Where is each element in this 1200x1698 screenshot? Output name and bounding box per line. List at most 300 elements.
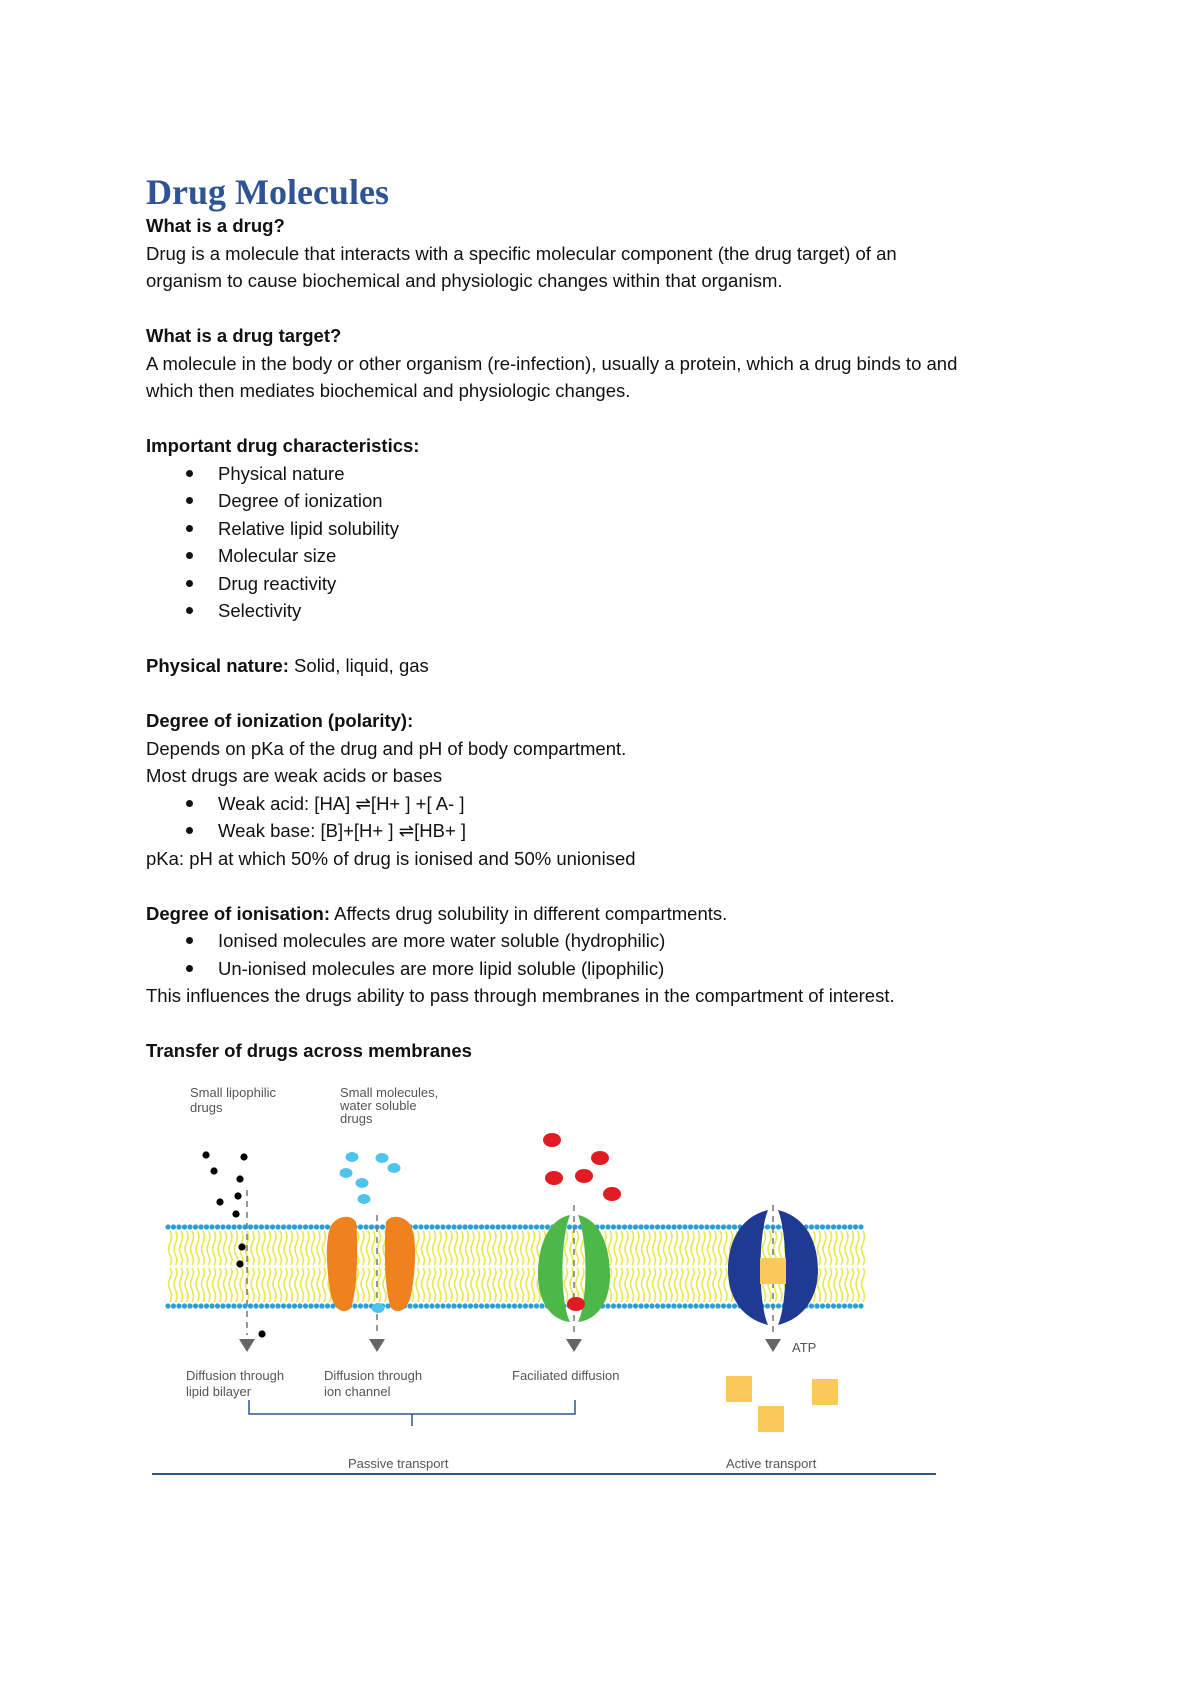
lipid-tail — [169, 1231, 172, 1265]
lipid-head — [363, 1303, 368, 1308]
lipid-tail — [317, 1231, 320, 1265]
lipid-head — [809, 1224, 814, 1229]
lipid-tail — [224, 1231, 227, 1265]
lipid-tail — [301, 1231, 304, 1265]
lipid-head — [655, 1224, 660, 1229]
lipid-head — [715, 1303, 720, 1308]
lipid-head — [732, 1224, 737, 1229]
lipid-head — [726, 1303, 731, 1308]
lipid-tail — [862, 1268, 865, 1302]
lipid-tail — [367, 1268, 370, 1302]
lipid-head — [473, 1303, 478, 1308]
lipid-tail — [427, 1231, 430, 1265]
lipid-tail — [191, 1231, 194, 1265]
lipid-head — [710, 1224, 715, 1229]
water-soluble-drug-molecule — [358, 1194, 371, 1204]
lipophilic-drug-molecule — [240, 1153, 247, 1160]
lipophilic-drug-molecule — [232, 1210, 239, 1217]
lipid-head — [820, 1303, 825, 1308]
lipid-head — [506, 1224, 511, 1229]
ionisation-label: Degree of ionisation: — [146, 902, 330, 924]
lipid-tail — [460, 1231, 463, 1265]
lipid-head — [220, 1303, 225, 1308]
facilitated-drug-molecule — [575, 1169, 593, 1183]
lipid-head — [611, 1224, 616, 1229]
lipid-head — [814, 1224, 819, 1229]
lipid-head — [825, 1303, 830, 1308]
lipid-head — [286, 1224, 291, 1229]
lipid-tail — [829, 1268, 832, 1302]
lipid-head — [534, 1224, 539, 1229]
list-item: Un-ionised molecules are more lipid soluble (lipophilic) — [218, 955, 1076, 983]
lipid-head — [484, 1224, 489, 1229]
lipid-tail — [317, 1268, 320, 1302]
characteristics-heading: Important drug characteristics: — [146, 435, 420, 456]
lipid-head — [440, 1224, 445, 1229]
facilitated-drug-molecule — [591, 1151, 609, 1165]
lipid-tail — [207, 1231, 210, 1265]
lipid-head — [699, 1224, 704, 1229]
lipid-head — [187, 1224, 192, 1229]
lipid-head — [226, 1224, 231, 1229]
lipid-head — [534, 1303, 539, 1308]
lipid-tail — [851, 1268, 854, 1302]
lipid-tail — [504, 1268, 507, 1302]
lipid-head — [292, 1303, 297, 1308]
lipid-tail — [477, 1268, 480, 1302]
lipophilic-drug-molecule — [236, 1260, 243, 1267]
lipid-tail — [367, 1231, 370, 1265]
lipid-tail — [235, 1231, 238, 1265]
lipid-tail — [697, 1268, 700, 1302]
ionisation-list — [146, 927, 1076, 982]
lipid-head — [655, 1303, 660, 1308]
lipid-tail — [653, 1268, 656, 1302]
lipid-head — [853, 1224, 858, 1229]
lipid-head — [369, 1224, 374, 1229]
lipid-head — [825, 1224, 830, 1229]
lipid-tail — [295, 1268, 298, 1302]
lipid-head — [165, 1303, 170, 1308]
lipid-head — [820, 1224, 825, 1229]
lipid-tail — [477, 1231, 480, 1265]
lipid-head — [429, 1224, 434, 1229]
lipid-head — [649, 1224, 654, 1229]
label-small-lipophilic-2: drugs — [190, 1100, 223, 1115]
label-diffusion-lipid-1: Diffusion through — [186, 1368, 285, 1383]
lipophilic-drug-molecule — [202, 1151, 209, 1158]
lipid-tail — [686, 1268, 689, 1302]
lipid-tail — [449, 1231, 452, 1265]
water-soluble-drug-molecule — [356, 1178, 369, 1188]
lipid-tail — [268, 1231, 271, 1265]
lipid-tail — [455, 1231, 458, 1265]
lipid-head — [814, 1303, 819, 1308]
lipid-tail — [438, 1268, 441, 1302]
drug-definition-line-1: Drug is a molecule that interacts with a specific molecular component (the drug target) of an — [146, 242, 897, 264]
lipid-head — [517, 1224, 522, 1229]
lipid-tail — [526, 1268, 529, 1302]
lipid-head — [616, 1224, 621, 1229]
lipid-tail — [719, 1231, 722, 1265]
list-item: Weak acid: [HA] ⇌[H+ ] +[ A- ] — [218, 790, 1076, 818]
lipid-tail — [433, 1231, 436, 1265]
lipid-head — [473, 1224, 478, 1229]
lipophilic-drug-molecule — [210, 1167, 217, 1174]
lipid-head — [358, 1303, 363, 1308]
lipid-tail — [460, 1268, 463, 1302]
lipid-tail — [169, 1268, 172, 1302]
transfer-heading: Transfer of drugs across membranes — [146, 1040, 472, 1061]
lipid-tail — [675, 1268, 678, 1302]
lipid-head — [495, 1303, 500, 1308]
lipid-tail — [510, 1231, 513, 1265]
lipid-tail — [834, 1231, 837, 1265]
lipid-head — [671, 1303, 676, 1308]
lipid-tail — [466, 1231, 469, 1265]
lipid-tail — [708, 1268, 711, 1302]
ionisation-text: Affects drug solubility in different compartments. — [330, 902, 728, 924]
lipid-tail — [180, 1231, 183, 1265]
lipid-head — [198, 1224, 203, 1229]
label-small-lipophilic-1: Small lipophilic — [190, 1085, 276, 1100]
lipid-tail — [378, 1268, 381, 1302]
lipid-tail — [504, 1231, 507, 1265]
lipid-tail — [471, 1231, 474, 1265]
lipid-tail — [273, 1231, 276, 1265]
lipid-head — [215, 1303, 220, 1308]
lipid-head — [479, 1224, 484, 1229]
lipid-tail — [422, 1231, 425, 1265]
drug-target-line-2: which then mediates biochemical and physiologic changes. — [146, 380, 631, 401]
paragraph-gap — [146, 625, 1076, 653]
label-active-transport: Active transport — [726, 1456, 817, 1471]
lipid-head — [275, 1224, 280, 1229]
lipid-tail — [818, 1231, 821, 1265]
lipid-tail — [449, 1268, 452, 1302]
lipid-tail — [279, 1268, 282, 1302]
lipid-tail — [213, 1268, 216, 1302]
lipid-head — [682, 1303, 687, 1308]
lipid-head — [831, 1224, 836, 1229]
ionization-line-2: Most drugs are weak acids or bases — [146, 765, 443, 786]
lipid-tail — [625, 1268, 628, 1302]
water-soluble-drug-molecule — [346, 1152, 359, 1162]
lipid-head — [666, 1224, 671, 1229]
lipid-head — [490, 1224, 495, 1229]
lipid-head — [638, 1303, 643, 1308]
lipid-head — [292, 1224, 297, 1229]
lipid-tail — [636, 1231, 639, 1265]
lipid-tail — [845, 1231, 848, 1265]
lipid-tail — [493, 1231, 496, 1265]
lipid-head — [204, 1224, 209, 1229]
lipid-tail — [361, 1268, 364, 1302]
lipid-tail — [202, 1268, 205, 1302]
lipid-head — [358, 1224, 363, 1229]
lipid-tail — [702, 1268, 705, 1302]
lipid-head — [842, 1303, 847, 1308]
lipid-tail — [724, 1231, 727, 1265]
lipid-tail — [713, 1231, 716, 1265]
lipid-tail — [229, 1231, 232, 1265]
lipid-head — [457, 1224, 462, 1229]
ionization-list — [146, 790, 1076, 845]
lipid-tail — [493, 1268, 496, 1302]
lipid-tail — [273, 1268, 276, 1302]
lipid-tail — [631, 1268, 634, 1302]
lipid-head — [528, 1303, 533, 1308]
water-soluble-drug-molecule — [372, 1303, 385, 1313]
lipid-head — [363, 1224, 368, 1229]
lipid-head — [451, 1224, 456, 1229]
ionization-heading: Degree of ionization (polarity): — [146, 710, 414, 731]
lipid-tail — [515, 1268, 518, 1302]
lipid-head — [435, 1224, 440, 1229]
physical-nature-label: Physical nature: — [146, 655, 289, 676]
list-item: Molecular size — [218, 542, 1076, 570]
lipid-head — [297, 1224, 302, 1229]
drug-target-line-1: A molecule in the body or other organism (re-infection), usually a protein, which a drug binds to and — [146, 352, 958, 374]
lipid-head — [858, 1303, 863, 1308]
label-small-molecules-1: Small molecules, — [340, 1085, 439, 1100]
lipid-head — [633, 1224, 638, 1229]
lipid-head — [451, 1303, 456, 1308]
lipid-tail — [257, 1268, 260, 1302]
lipid-tail — [306, 1268, 309, 1302]
lipid-tail — [218, 1268, 221, 1302]
lipophilic-drug-molecule — [216, 1198, 223, 1205]
drug-target-heading: What is a drug target? — [146, 325, 342, 346]
lipid-head — [308, 1303, 313, 1308]
paragraph-gap — [146, 405, 1076, 433]
lipid-head — [765, 1224, 770, 1229]
lipid-tail — [647, 1268, 650, 1302]
lipid-head — [176, 1224, 181, 1229]
lipid-tail — [653, 1231, 656, 1265]
lipid-tail — [229, 1268, 232, 1302]
lipid-head — [418, 1303, 423, 1308]
lipid-head — [380, 1224, 385, 1229]
lipid-tail — [570, 1231, 573, 1265]
pka-definition: pKa: pH at which 50% of drug is ionised and 50% unionised — [146, 847, 636, 869]
lipid-tail — [521, 1231, 524, 1265]
lipid-head — [836, 1224, 841, 1229]
lipid-head — [633, 1303, 638, 1308]
lipid-tail — [724, 1268, 727, 1302]
lipid-tail — [455, 1268, 458, 1302]
lipid-head — [286, 1303, 291, 1308]
lipid-head — [325, 1224, 330, 1229]
list-item: Weak base: [B]+[H+ ] ⇌[HB+ ] — [218, 817, 1076, 845]
lipid-head — [418, 1224, 423, 1229]
lipid-tail — [295, 1231, 298, 1265]
lipid-tail — [576, 1268, 579, 1302]
lipid-head — [171, 1303, 176, 1308]
lipid-head — [182, 1303, 187, 1308]
lipid-tail — [372, 1231, 375, 1265]
lipid-tail — [664, 1231, 667, 1265]
physical-nature-line — [146, 652, 1076, 680]
label-atp: ATP — [792, 1340, 817, 1355]
document-body — [146, 170, 1076, 1065]
lipid-head — [567, 1224, 572, 1229]
ionisation-line — [146, 900, 1076, 928]
lipid-head — [270, 1303, 275, 1308]
lipid-tail — [372, 1268, 375, 1302]
lipid-head — [325, 1303, 330, 1308]
label-diffusion-ion-2: ion channel — [324, 1384, 391, 1399]
lipid-head — [182, 1224, 187, 1229]
lipid-tail — [213, 1231, 216, 1265]
facilitated-drug-molecule — [603, 1187, 621, 1201]
lipid-head — [688, 1224, 693, 1229]
lipid-tail — [323, 1231, 326, 1265]
lipid-tail — [488, 1231, 491, 1265]
lipid-head — [715, 1224, 720, 1229]
lipid-tail — [444, 1231, 447, 1265]
lipid-head — [413, 1224, 418, 1229]
lipid-tail — [840, 1268, 843, 1302]
lipid-tail — [268, 1268, 271, 1302]
lipid-tail — [658, 1231, 661, 1265]
lipid-head — [424, 1303, 429, 1308]
lipid-head — [523, 1224, 528, 1229]
lipid-head — [539, 1224, 544, 1229]
lipid-head — [490, 1303, 495, 1308]
lipid-head — [462, 1303, 467, 1308]
lipid-tail — [614, 1268, 617, 1302]
lipid-head — [187, 1303, 192, 1308]
label-passive-transport: Passive transport — [348, 1456, 449, 1471]
lipid-head — [231, 1224, 236, 1229]
lipid-tail — [625, 1231, 628, 1265]
lipid-head — [468, 1224, 473, 1229]
ionization-line-1: Depends on pKa of the drug and pH of body compartment. — [146, 737, 627, 759]
label-facilitated-diffusion: Faciliated diffusion — [512, 1368, 620, 1383]
lipid-head — [501, 1224, 506, 1229]
lipid-head — [193, 1303, 198, 1308]
lipid-head — [429, 1303, 434, 1308]
page-title: Drug Molecules — [146, 172, 389, 212]
lipid-head — [495, 1224, 500, 1229]
physical-nature-text: Solid, liquid, gas — [288, 655, 429, 676]
what-is-drug-heading: What is a drug? — [146, 215, 285, 236]
lipid-head — [259, 1303, 264, 1308]
lipophilic-drug-molecule — [236, 1175, 243, 1182]
lipid-tail — [510, 1268, 513, 1302]
lipid-tail — [466, 1268, 469, 1302]
lipid-head — [281, 1224, 286, 1229]
lipid-tail — [856, 1268, 859, 1302]
lipid-head — [407, 1303, 412, 1308]
lipid-tail — [251, 1268, 254, 1302]
lipid-head — [446, 1224, 451, 1229]
lipid-head — [627, 1303, 632, 1308]
lipid-head — [517, 1303, 522, 1308]
lipid-head — [215, 1224, 220, 1229]
lipid-head — [710, 1303, 715, 1308]
active-cargo-molecule — [812, 1379, 838, 1405]
lipid-tail — [565, 1231, 568, 1265]
lipid-tail — [312, 1268, 315, 1302]
lipid-head — [677, 1224, 682, 1229]
lipid-tail — [427, 1268, 430, 1302]
lipid-tail — [438, 1231, 441, 1265]
active-cargo-molecule — [758, 1406, 784, 1432]
membrane-transport-figure — [146, 1070, 946, 1480]
lipid-head — [671, 1224, 676, 1229]
lipid-head — [297, 1303, 302, 1308]
lipid-head — [776, 1224, 781, 1229]
lipid-tail — [664, 1268, 667, 1302]
lipid-head — [484, 1303, 489, 1308]
lipid-tail — [675, 1231, 678, 1265]
lipid-tail — [691, 1231, 694, 1265]
facilitated-drug-molecule — [543, 1133, 561, 1147]
list-item: Drug reactivity — [218, 570, 1076, 598]
lipid-tail — [488, 1268, 491, 1302]
lipid-tail — [614, 1231, 617, 1265]
lipid-tail — [856, 1231, 859, 1265]
lipid-head — [611, 1303, 616, 1308]
lipid-tail — [532, 1231, 535, 1265]
lipid-tail — [290, 1231, 293, 1265]
lipid-tail — [565, 1268, 568, 1302]
lipid-head — [352, 1303, 357, 1308]
arrow-carrier-icon — [566, 1339, 582, 1352]
lipid-tail — [823, 1231, 826, 1265]
lipid-head — [677, 1303, 682, 1308]
lipid-tail — [669, 1231, 672, 1265]
lipid-tail — [444, 1268, 447, 1302]
lipid-tail — [713, 1268, 716, 1302]
lipid-tail — [680, 1231, 683, 1265]
lipid-tail — [312, 1231, 315, 1265]
lipid-head — [600, 1224, 605, 1229]
list-item: Selectivity — [218, 597, 1076, 625]
lipid-head — [644, 1224, 649, 1229]
lipid-tail — [697, 1231, 700, 1265]
lipid-head — [462, 1224, 467, 1229]
lipid-head — [303, 1303, 308, 1308]
arrow-ion-icon — [369, 1339, 385, 1352]
lipid-head — [209, 1303, 214, 1308]
lipid-tail — [708, 1231, 711, 1265]
lipid-tail — [262, 1268, 265, 1302]
lipid-head — [693, 1224, 698, 1229]
lipid-tail — [570, 1268, 573, 1302]
paragraph-gap — [146, 680, 1076, 708]
influence-line: This influences the drugs ability to pass through membranes in the compartment of interest. — [146, 985, 895, 1006]
lipid-tail — [840, 1231, 843, 1265]
lipid-tail — [845, 1268, 848, 1302]
lipid-head — [253, 1303, 258, 1308]
lipid-head — [688, 1303, 693, 1308]
water-soluble-drug-molecule — [376, 1153, 389, 1163]
lipid-tail — [290, 1268, 293, 1302]
lipid-head — [231, 1303, 236, 1308]
lipid-tail — [499, 1268, 502, 1302]
label-diffusion-ion-1: Diffusion through — [324, 1368, 423, 1383]
lipid-head — [545, 1224, 550, 1229]
lipid-tail — [526, 1231, 529, 1265]
lipid-tail — [284, 1268, 287, 1302]
lipid-head — [765, 1303, 770, 1308]
lipid-head — [523, 1303, 528, 1308]
lipid-tail — [834, 1268, 837, 1302]
lipid-head — [198, 1303, 203, 1308]
